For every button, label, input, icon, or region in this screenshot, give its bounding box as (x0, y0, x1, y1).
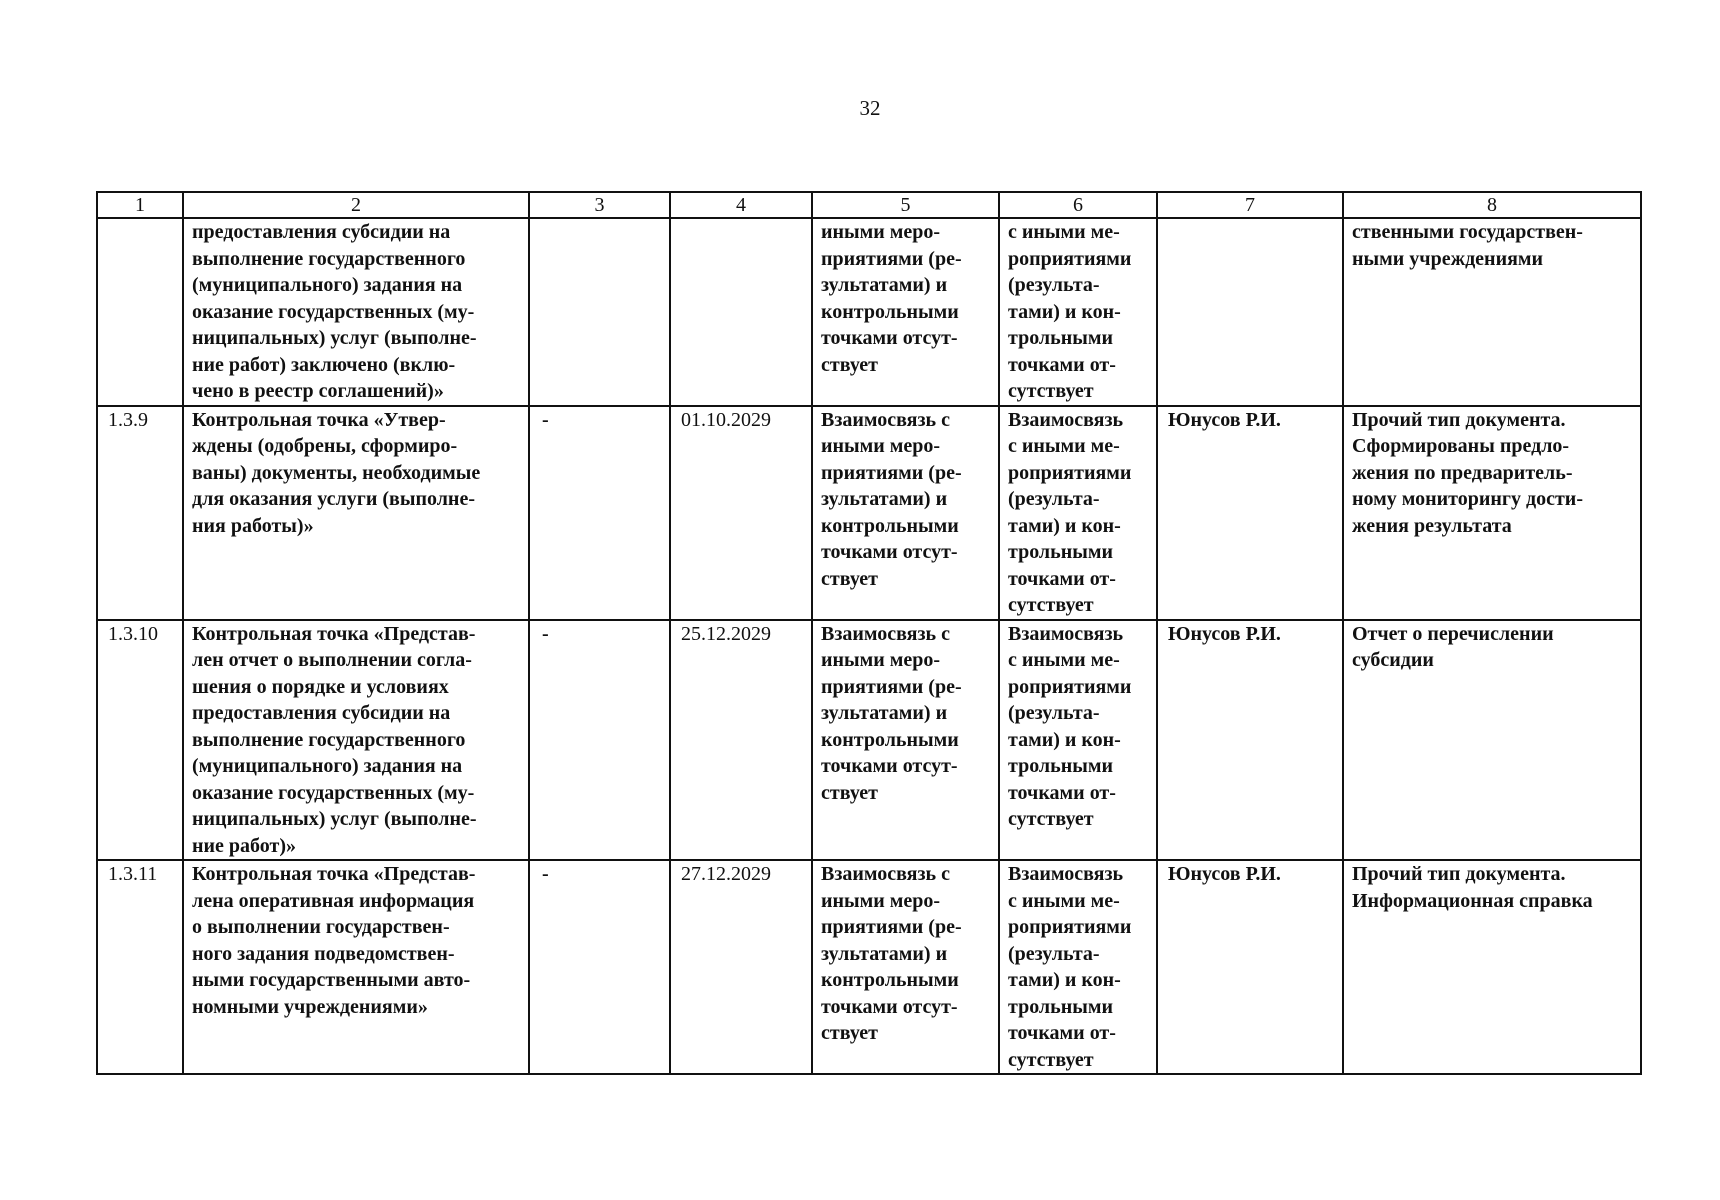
document-line: Прочий тип документа. (1352, 863, 1566, 885)
row-number-cell: 1.3.11 (97, 860, 183, 1074)
relation-line: (результа- (1008, 488, 1100, 510)
table-row (97, 860, 1641, 1074)
predecessor-cell: - (529, 406, 670, 620)
relation-line: иными меро- (821, 435, 941, 457)
relation-line: зультатами) и (821, 702, 948, 724)
row-number-cell: 1.3.9 (97, 406, 183, 620)
relation-line: контрольными (821, 969, 959, 991)
description-line: Контрольная точка «Представ- (192, 863, 476, 885)
relation-line: тами) и кон- (1008, 300, 1121, 323)
relation-line: (результа- (1008, 942, 1100, 965)
description-line: (муниципального) задания на (192, 755, 463, 777)
description-line: чено в реестр соглашений)» (192, 380, 444, 402)
relation-line: точками отсут- (821, 327, 958, 349)
relation-line: роприятиями (1008, 675, 1132, 698)
relation-line: точками от- (1008, 353, 1116, 376)
document-line: ному мониторингу дости- (1352, 488, 1583, 510)
relation-line: ствует (821, 567, 878, 590)
relation-line: тами) и кон- (1008, 969, 1121, 991)
relation-line: роприятиями (1008, 916, 1132, 938)
relation-line: сутствует (1008, 1048, 1094, 1071)
responsible-cell: Юнусов Р.И. (1157, 860, 1343, 1074)
description-line: ния работы)» (192, 514, 314, 537)
relation-line: тами) и кон- (1008, 514, 1121, 537)
predecessor-cell: - (529, 860, 670, 1074)
relation-line: точками от- (1008, 567, 1116, 590)
description-line: номными учреждениями» (192, 995, 428, 1018)
relation-line: контрольными (821, 728, 959, 751)
description-line: лена оперативная информация (192, 889, 475, 912)
document-line: Прочий тип документа. (1352, 408, 1566, 431)
date-cell (670, 218, 812, 406)
description-line: шения о порядке и условиях (192, 675, 449, 698)
column-header: 4 (670, 192, 812, 218)
relation-line: трольными (1008, 327, 1114, 349)
relation-cell-alt (999, 860, 1157, 1074)
description-line: выполнение государственного (192, 247, 466, 270)
column-header: 6 (999, 192, 1157, 218)
description-line: (муниципального) задания на (192, 274, 463, 296)
relation-line: точками отсут- (821, 995, 958, 1018)
relation-line: приятиями (ре- (821, 247, 962, 270)
document-cell (1343, 620, 1641, 861)
relation-line: Взаимосвязь с (821, 408, 950, 431)
relation-cell-alt (999, 620, 1157, 861)
description-cell (183, 620, 529, 861)
relation-line: роприятиями (1008, 247, 1132, 270)
column-header: 1 (97, 192, 183, 218)
relation-line: иными меро- (821, 889, 941, 912)
relation-line: зультатами) и (821, 942, 948, 965)
relation-line: Взаимосвязь с (821, 863, 950, 885)
header-row (97, 192, 1641, 218)
date-cell: 27.12.2029 (670, 860, 812, 1074)
description-cell (183, 406, 529, 620)
description-line: для оказания услуги (выполне- (192, 488, 475, 510)
row-number-cell (97, 218, 183, 406)
description-line: предоставления субсидии на (192, 702, 451, 724)
document-line: жения по предваритель- (1352, 461, 1573, 484)
relation-line: Взаимосвязь (1008, 408, 1124, 431)
description-line: ние работ) заключено (вклю- (192, 353, 456, 376)
relation-line: трольными (1008, 755, 1114, 777)
relation-line: зультатами) и (821, 488, 948, 510)
relation-line: Взаимосвязь с (821, 622, 950, 645)
description-line: Контрольная точка «Утвер- (192, 408, 446, 431)
relation-line: (результа- (1008, 274, 1100, 296)
predecessor-cell: - (529, 620, 670, 861)
description-line: о выполнении государствен- (192, 916, 450, 938)
relation-line: сутствует (1008, 808, 1094, 830)
relation-line: приятиями (ре- (821, 461, 962, 484)
relation-line: трольными (1008, 541, 1114, 563)
column-header: 3 (529, 192, 670, 218)
relation-line: иными меро- (821, 221, 941, 243)
description-line: предоставления субсидии на (192, 221, 451, 243)
predecessor-cell (529, 218, 670, 406)
relation-line: (результа- (1008, 702, 1100, 724)
relation-line: ствует (821, 781, 878, 804)
responsible-cell (1157, 218, 1343, 406)
description-line: оказание государственных (му- (192, 781, 475, 804)
document-line: Сформированы предло- (1352, 435, 1570, 457)
description-line: ваны) документы, необходимые (192, 461, 481, 484)
description-line: оказание государственных (му- (192, 300, 475, 323)
document-cell (1343, 860, 1641, 1074)
relation-line: ствует (821, 353, 878, 376)
relation-line: точками от- (1008, 781, 1116, 804)
document-line: ственными государствен- (1352, 221, 1583, 243)
description-line: выполнение государственного (192, 728, 466, 751)
date-cell: 25.12.2029 (670, 620, 812, 861)
relation-cell (812, 620, 999, 861)
relation-line: сутствует (1008, 594, 1094, 616)
responsible-cell: Юнусов Р.И. (1157, 406, 1343, 620)
relation-line: трольными (1008, 995, 1114, 1018)
responsible-cell: Юнусов Р.И. (1157, 620, 1343, 861)
column-header: 8 (1343, 192, 1641, 218)
relation-line: с иными ме- (1008, 649, 1120, 671)
description-line: лен отчет о выполнении согла- (192, 649, 472, 671)
relation-cell (812, 860, 999, 1074)
description-line: ниципальных) услуг (выполне- (192, 327, 477, 349)
document-line: жения результата (1352, 514, 1512, 537)
description-line: ного задания подведомствен- (192, 942, 455, 965)
relation-line: приятиями (ре- (821, 916, 962, 938)
document-line: Информационная справка (1352, 889, 1593, 912)
relation-line: с иными ме- (1008, 435, 1120, 457)
relation-line: точками отсут- (821, 541, 958, 563)
table-row (97, 620, 1641, 861)
document-cell (1343, 218, 1641, 406)
document-cell (1343, 406, 1641, 620)
description-line: ждены (одобрены, сформиро- (192, 435, 458, 457)
column-header: 5 (812, 192, 999, 218)
column-header: 7 (1157, 192, 1343, 218)
relation-line: точками отсут- (821, 755, 958, 777)
document-line: субсидии (1352, 649, 1434, 671)
relation-line: с иными ме- (1008, 889, 1120, 912)
table-row (97, 406, 1641, 620)
description-line: ными государственными авто- (192, 969, 471, 991)
relation-line: тами) и кон- (1008, 728, 1121, 751)
relation-line: Взаимосвязь (1008, 863, 1124, 885)
description-cell (183, 218, 529, 406)
relation-line: Взаимосвязь (1008, 622, 1124, 645)
relation-cell (812, 406, 999, 620)
relation-line: контрольными (821, 514, 959, 537)
column-header: 2 (183, 192, 529, 218)
page-number: 32 (859, 96, 881, 120)
relation-line: иными меро- (821, 649, 941, 671)
description-cell (183, 860, 529, 1074)
relation-cell-alt (999, 218, 1157, 406)
relation-line: роприятиями (1008, 461, 1132, 484)
relation-line: точками от- (1008, 1022, 1116, 1044)
description-line: ниципальных) услуг (выполне- (192, 808, 477, 830)
relation-line: сутствует (1008, 380, 1094, 402)
description-line: ние работ)» (192, 834, 297, 857)
relation-cell-alt (999, 406, 1157, 620)
document-line: Отчет о перечислении (1352, 622, 1554, 645)
relation-line: зультатами) и (821, 274, 948, 296)
control-points-table (96, 191, 1642, 1075)
date-cell: 01.10.2029 (670, 406, 812, 620)
relation-line: контрольными (821, 300, 959, 323)
relation-line: с иными ме- (1008, 221, 1120, 243)
row-number-cell: 1.3.10 (97, 620, 183, 861)
description-line: Контрольная точка «Представ- (192, 622, 476, 645)
relation-line: приятиями (ре- (821, 675, 962, 698)
relation-line: ствует (821, 1022, 878, 1044)
table-row (97, 218, 1641, 406)
relation-cell (812, 218, 999, 406)
document-line: ными учреждениями (1352, 247, 1544, 270)
